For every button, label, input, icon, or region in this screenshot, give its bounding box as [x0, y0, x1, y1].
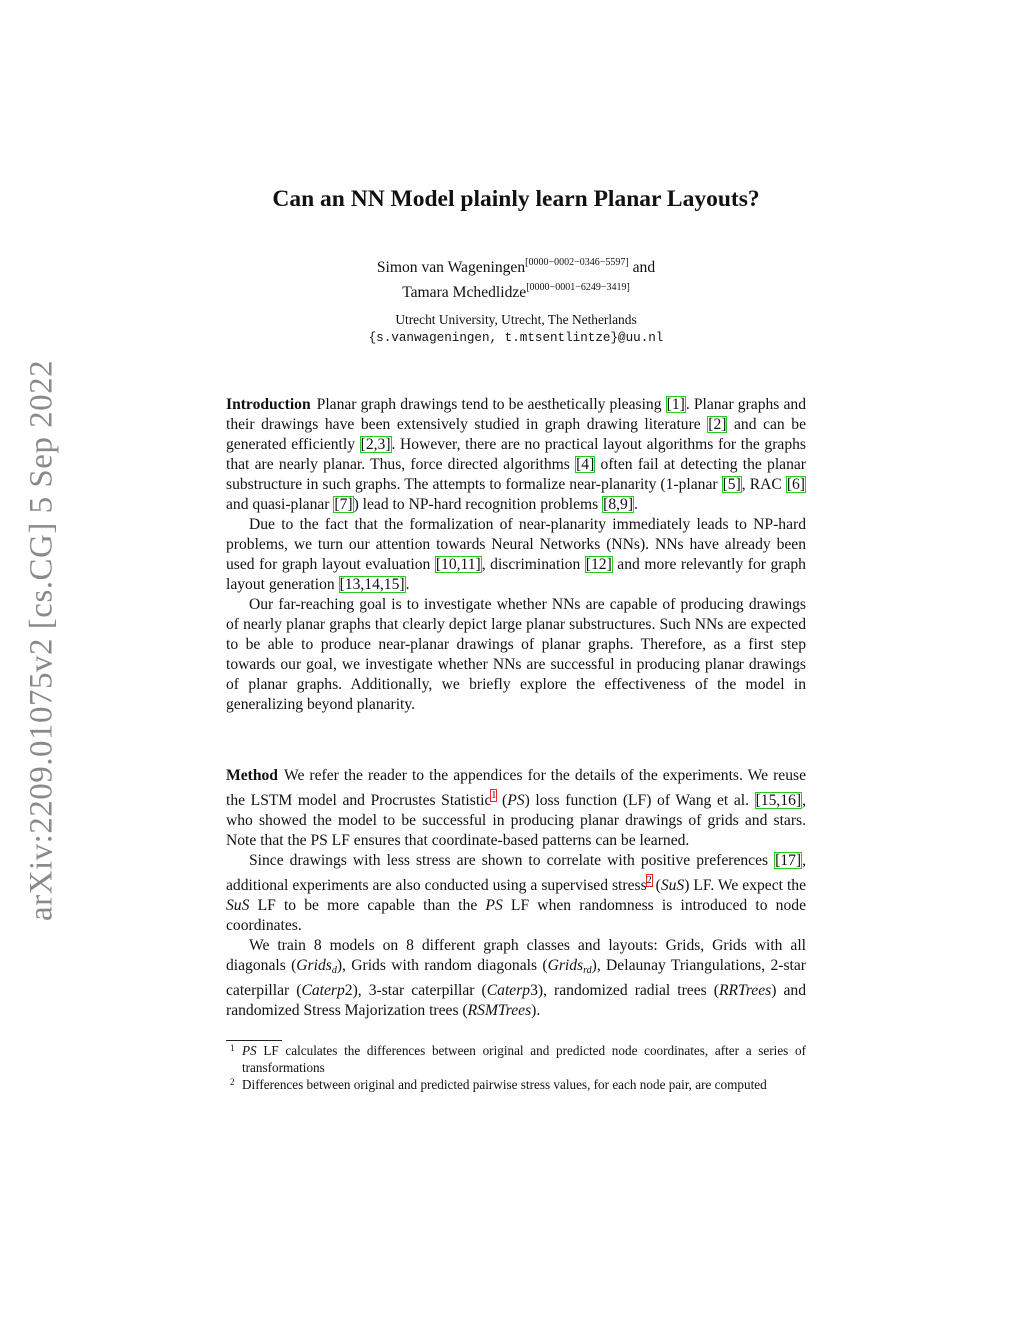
math-symbol: PS: [485, 897, 503, 914]
section-heading: Method: [226, 767, 278, 784]
text-run: . Planar graphs and their drawings have been extensively studied in graph drawing literature: [226, 396, 806, 433]
paper-title: Can an NN Model plainly learn Planar Layouts?: [272, 186, 760, 212]
math-symbol: PS: [242, 1043, 257, 1058]
text-run: and can be generated efficiently: [226, 416, 806, 453]
citation-link[interactable]: [12]: [585, 556, 612, 573]
orcid-id: [0000−0001−6249−3419]: [526, 282, 630, 293]
text-run: Since drawings with less stress are shown to correlate with positive preferences: [249, 852, 775, 869]
method-section: [226, 766, 806, 1021]
math-symbol: Grids: [547, 957, 584, 974]
text-run: (: [496, 792, 508, 809]
orcid-id: [0000−0002−0346−5597]: [525, 257, 629, 268]
math-symbol: SuS: [226, 897, 250, 914]
footnote: [226, 1042, 806, 1076]
text-run: .: [405, 576, 410, 593]
math-symbol: SuS: [660, 877, 685, 894]
citation-link[interactable]: [8,9]: [603, 496, 634, 513]
text-run: LF to be more capable than the: [249, 897, 486, 914]
arxiv-identifier: arXiv:2209.01075v2 [cs.CG] 5 Sep 2022: [23, 359, 60, 921]
footnote-ref-link[interactable]: 1: [491, 790, 497, 801]
text-run: ), Grids with random diagonals (: [336, 957, 548, 974]
footnote: [226, 1076, 806, 1093]
affiliation: Utrecht University, Utrecht, The Netherlands: [395, 312, 637, 327]
text-run: We refer the reader to the appendices for the details of the experiments. We reuse the LSTM model and Procrustes Statistic: [226, 767, 806, 809]
citation-link[interactable]: [1]: [666, 396, 685, 413]
paragraph: Our far-reaching goal is to investigate whether NNs are capable of producing drawings of nearly planar graphs that clearly depict large planar substructures. Such NNs are expected to be able to produce near-planar drawings of planar graphs. Therefore, as a first step towards our goal, we investigate whether NNs are successful in producing planar drawings of planar graphs. Additionally, we briefly explore the effectiveness of the model in generalizing beyond planarity.: [226, 596, 806, 713]
author-line-1: [226, 253, 806, 278]
math-symbol: Caterp: [486, 982, 531, 999]
footnote-ref-link[interactable]: 2: [646, 875, 652, 886]
text-run: . However, there are no practical layout algorithms for the graphs that are nearly planar. Thus, force directed algorithms: [226, 436, 806, 473]
citation-link[interactable]: [10,11]: [435, 556, 481, 573]
text-run: 3), randomized radial trees (: [530, 982, 719, 999]
paragraph: [226, 515, 806, 595]
author-name: Tamara Mchedlidze: [402, 284, 527, 301]
math-symbol: Caterp: [301, 982, 345, 999]
math-symbol: RSMTrees: [467, 1002, 532, 1019]
introduction-section: [226, 395, 806, 715]
text-run: ) LF. We expect the: [684, 877, 806, 894]
text-run: , RAC: [741, 476, 786, 493]
math-subscript: rd: [583, 965, 592, 976]
text-run: Planar graph drawings tend to be aesthetically pleasing: [316, 396, 666, 413]
citation-link[interactable]: [2]: [708, 416, 727, 433]
footnote-text: Differences between original and predicted pairwise stress values, for each node pair, are computed: [242, 1077, 767, 1092]
email-addresses: {s.vanwageningen, t.mtsentlintze}@uu.nl: [368, 331, 664, 345]
author-line-2: [226, 278, 806, 303]
author-name: Simon van Wageningen: [376, 259, 526, 276]
citation-link[interactable]: [5]: [722, 476, 741, 493]
footnote-text: LF calculates the differences between original and predicted node coordinates, after a series of transformations: [242, 1043, 806, 1075]
author-list: [226, 253, 806, 303]
citation-link[interactable]: [17]: [775, 852, 802, 869]
math-symbol: RRTrees: [718, 982, 772, 999]
text-run: LF when randomness is introduced to node coordinates.: [226, 897, 806, 934]
text-run: ) lead to NP-hard recognition problems: [353, 496, 603, 513]
footnote-number: 2: [230, 1077, 235, 1087]
math-subscript: d: [331, 965, 337, 976]
math-symbol: Grids: [296, 957, 332, 974]
paragraph: [226, 766, 806, 851]
paragraph: [226, 936, 806, 1021]
citation-link[interactable]: [4]: [576, 456, 595, 473]
citation-link[interactable]: [2,3]: [360, 436, 391, 453]
text-run: (: [651, 877, 661, 894]
text-run: Due to the fact that the formalization of near-planarity immediately leads to NP-hard problems, we turn our attention towards Neural Networks (NNs). NNs have already been used for graph layout evaluation: [226, 516, 806, 573]
text-run: often fail at detecting the planar substructure in such graphs. The attempts to formalize near-planarity (1-planar: [226, 456, 806, 493]
math-symbol: PS: [507, 792, 525, 809]
text-run: We train 8 models on 8 different graph classes and layouts: Grids, Grids with all diagonals (: [226, 937, 806, 974]
footnotes: [226, 1042, 806, 1093]
text-run: and more relevantly for graph layout generation: [226, 556, 806, 593]
text-run: , additional experiments are also conducted using a supervised stress: [226, 852, 806, 894]
citation-link[interactable]: [6]: [786, 476, 805, 493]
citation-link[interactable]: [15,16]: [755, 792, 802, 809]
text-run: and quasi-planar: [226, 496, 334, 513]
paragraph: [226, 395, 806, 515]
text-run: .: [634, 496, 638, 513]
text-run: , discrimination: [481, 556, 585, 573]
citation-link[interactable]: [7]: [334, 496, 353, 513]
affiliation-block: [226, 310, 806, 348]
footnote-number: 1: [230, 1043, 235, 1053]
text-run: ), Delaunay Triangulations, 2-star caterpillar (: [226, 957, 806, 999]
section-heading: Introduction: [226, 396, 311, 413]
text-run: , who showed the model to be successful in producing planar drawings of grids and stars. Note that the PS LF ensures that coordinate-based patterns can be learned.: [226, 792, 806, 849]
citation-link[interactable]: [13,14,15]: [339, 576, 405, 593]
text-run: ) and randomized Stress Majorization trees (: [226, 982, 806, 1019]
text-run: 2), 3-star caterpillar (: [344, 982, 487, 999]
text-run: ) loss function (LF) of Wang et al.: [524, 792, 755, 809]
text-run: ).: [531, 1002, 541, 1019]
author-conjunction: and: [632, 259, 656, 276]
paragraph: [226, 851, 806, 936]
